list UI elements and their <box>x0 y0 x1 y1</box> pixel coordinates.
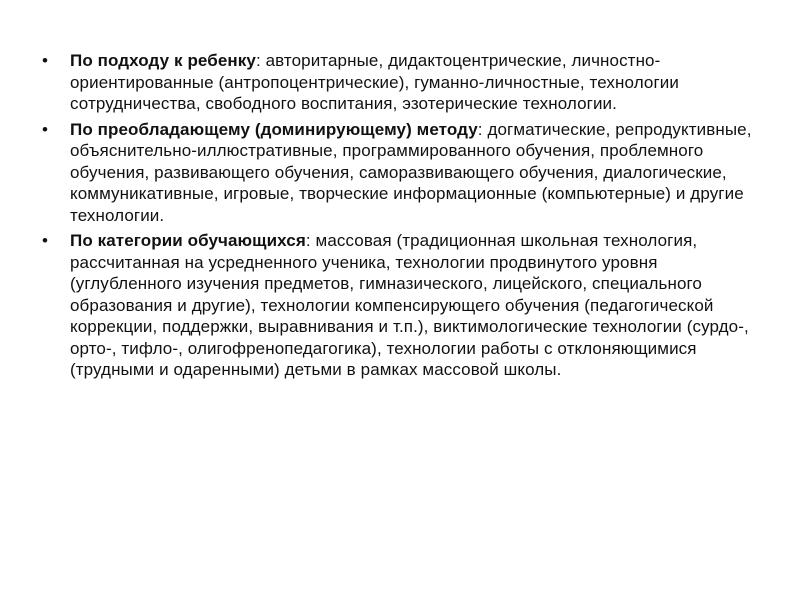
bullet-icon: • <box>42 231 49 250</box>
bullet-icon: • <box>42 119 49 139</box>
item-term: По подходу к ребенку <box>70 51 256 70</box>
item-term: По категории обучающихся <box>70 231 306 250</box>
item-description: : догматические, репродуктивные, объяснительно-иллюстративные, программированного обучения, проблемного обучения, развивающего обучения, саморазвивающего обучения, диалогические, коммуникативные, игровые, творческие информационные (компьютерные) и другие технологии. <box>70 119 752 225</box>
item-description: : массовая (традиционная школьная технология, рассчитанная на усредненного ученика, технологии продвинутого уровня (углубленного изучения предметов, гимназического, лицейского, специального образования и другие), технологии компенсирующего обучения (педагогической коррекции, поддержки, выравнивания и т.п.), виктимологические технологии (сурдо-, орто-, тифло-, олигофренопедагогика), технологии работы с отклоняющимися (трудными и одаренными) детьми в рамках массовой школы. <box>70 231 749 379</box>
item-description: : авторитарные, дидактоцентрические, личностно-ориентированные (антропоцентрические), гуманно-личностные, технологии сотрудничества, свободного воспитания, эзотерические технологии. <box>70 51 679 113</box>
bullet-icon: • <box>42 51 49 70</box>
classification-list <box>42 50 762 385</box>
item-term: По преобладающему (доминирующему) методу <box>70 119 478 139</box>
list-item-approach-to-child <box>42 50 762 115</box>
list-item-student-category <box>42 230 762 381</box>
list-item-dominant-method <box>42 119 762 227</box>
